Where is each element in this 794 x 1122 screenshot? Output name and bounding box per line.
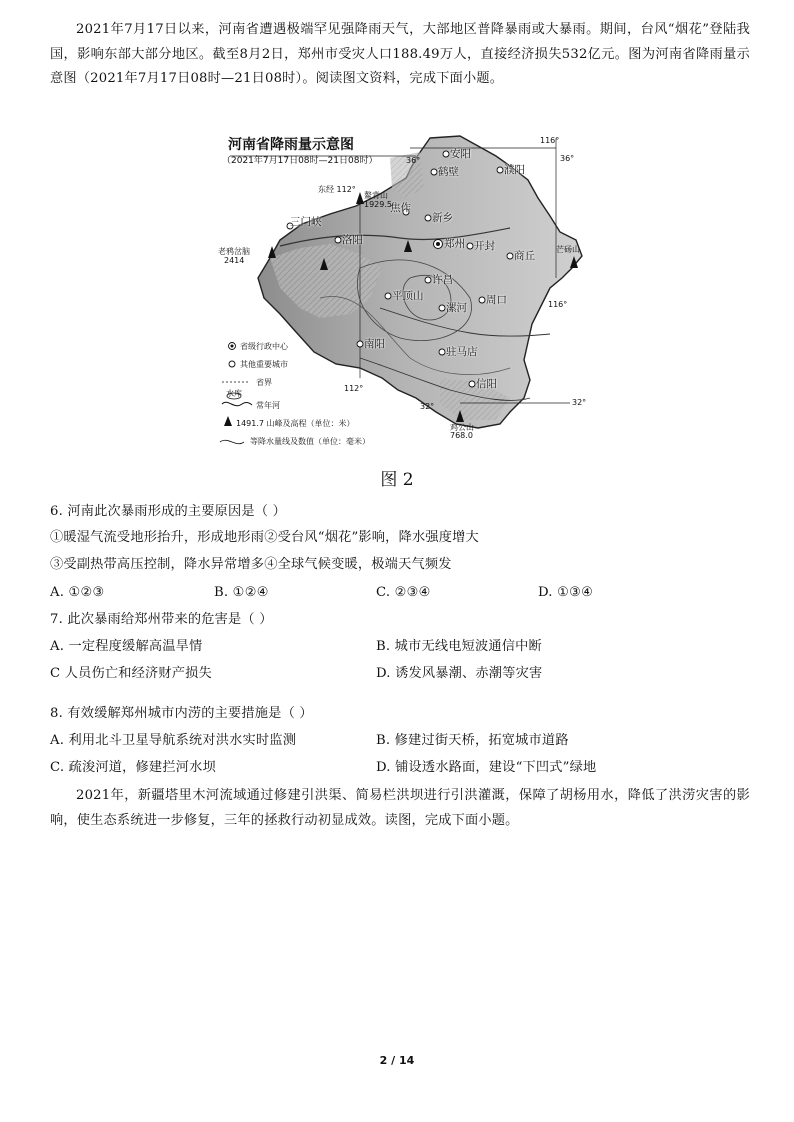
q6-option-c: C. ②③④	[376, 585, 431, 600]
city-nanyang: 南阳	[364, 338, 385, 350]
peak-3-name: 芒砀山	[556, 245, 580, 254]
tarim-intro-paragraph: 2021年，新疆塔里木河流域通过修建引洪渠、简易栏洪坝进行引洪灌溉，保障了胡杨用水，降低了洪涝灾害的影响，使生态系统进一步修复，三年的拯救行动初显成效。读图，完成下面小题。	[50, 788, 750, 828]
city-shangqiu: 商丘	[514, 250, 535, 262]
city-pingdingshan: 平顶山	[392, 290, 424, 302]
q8-stem: 8. 有效缓解郑州城市内涝的主要措施是（ ）	[50, 706, 313, 721]
q6-option-d: D. ①③④	[538, 585, 594, 600]
legend-city: 其他重要城市	[240, 360, 288, 369]
peak-4-elevation: 768.0	[450, 431, 473, 440]
legend-capital: 省级行政中心	[240, 342, 288, 351]
city-xuchang: 许昌	[432, 274, 453, 286]
legend-river: 常年河	[256, 401, 280, 410]
henan-rainfall-map	[210, 128, 595, 458]
city-luohe: 漯河	[446, 302, 467, 314]
q8-option-c: C. 疏浚河道，修建拦河水坝	[50, 760, 216, 775]
peak-4-name: 鸡公山	[450, 423, 474, 432]
coord-lon116-bottom: 116°	[548, 300, 568, 309]
map-subtitle: （2021年7月17日08时—21日08时）	[222, 156, 378, 166]
coord-lon112-top: 东经 112°	[318, 185, 356, 194]
coord-lat32-right: 32°	[572, 398, 587, 407]
q6-stem: 6. 河南此次暴雨形成的主要原因是（ ）	[50, 504, 286, 519]
peak-1-name: 鳌背山	[364, 191, 388, 200]
city-sanmenxia: 三门峡	[290, 216, 322, 228]
city-jiaozuo: 焦作	[390, 202, 411, 214]
q8-option-d: D. 铺设透水路面，建设“下凹式”绿地	[376, 760, 597, 775]
city-hebi: 鹤壁	[438, 166, 459, 178]
city-anyang: 安阳	[450, 148, 471, 160]
peak-2-name: 老鸦岔脑	[218, 247, 250, 256]
city-kaifeng: 开封	[474, 240, 495, 252]
coord-lat36-left: 36°	[406, 156, 421, 165]
city-puyang: 濮阳	[504, 164, 525, 176]
q7-option-b: B. 城市无线电短波通信中断	[376, 639, 542, 654]
city-zhumadian: 驻马店	[446, 346, 478, 358]
map-title: 河南省降雨量示意图	[228, 137, 354, 153]
peak-2-elevation: 2414	[224, 256, 245, 265]
coord-lon112-bottom: 112°	[344, 384, 364, 393]
q8-option-a: A. 利用北斗卫星导航系统对洪水实时监测	[50, 733, 297, 748]
intro-paragraph: 2021年7月17日以来，河南省遭遇极端罕见强降雨天气，大部地区普降暴雨或大暴雨。期间，台风“烟花”登陆我国，影响东部大部分地区。截至8月2日，郑州市受灾人口188.49万人，直接经济损失532亿元。图为河南省降雨量示意图（2021年7月17日08时—21日08时）。阅读图文资料，完成下面小题。	[50, 22, 750, 86]
peak-1-elevation: 1929.5	[364, 200, 392, 209]
q7-option-a: A. 一定程度缓解高温旱情	[50, 639, 203, 654]
q6-option-a: A. ①②③	[50, 585, 105, 600]
coord-lat36-right: 36°	[560, 154, 575, 163]
legend-reservoir: 水库	[226, 389, 242, 398]
legend-border: 省界	[256, 378, 272, 387]
q6-option-b: B. ①②④	[214, 585, 269, 600]
q7-option-d: D. 诱发风暴潮、赤潮等灾害	[376, 666, 543, 681]
coord-lon116-top: 116°	[540, 136, 560, 145]
page-number: 2 / 14	[379, 1054, 415, 1067]
city-xinyang: 信阳	[476, 378, 497, 390]
zhengzhou-capital-marker	[434, 240, 443, 249]
q8-option-b: B. 修建过街天桥，拓宽城市道路	[376, 733, 569, 748]
city-xinxiang: 新乡	[432, 212, 453, 224]
q7-option-c: C 人员伤亡和经济财产损失	[50, 666, 212, 681]
city-luoyang: 洛阳	[342, 234, 363, 246]
legend-peak: 1491.7 山峰及高程（单位：米）	[236, 419, 355, 428]
coord-lat32-left: 32°	[420, 402, 435, 411]
q6-statements-1: ①暖湿气流受地形抬升，形成地形雨②受台风“烟花”影响，降水强度增大	[50, 530, 479, 545]
legend-isohyet: 等降水量线及数值（单位：毫米）	[250, 437, 370, 446]
q6-statements-2: ③受副热带高压控制，降水异常增多④全球气候变暖，极端天气频发	[50, 557, 452, 572]
q7-stem: 7. 此次暴雨给郑州带来的危害是（ ）	[50, 612, 273, 627]
figure-caption: 图 2	[380, 470, 414, 490]
city-zhoukou: 周口	[486, 294, 507, 306]
city-zhengzhou: 郑州	[444, 238, 465, 250]
